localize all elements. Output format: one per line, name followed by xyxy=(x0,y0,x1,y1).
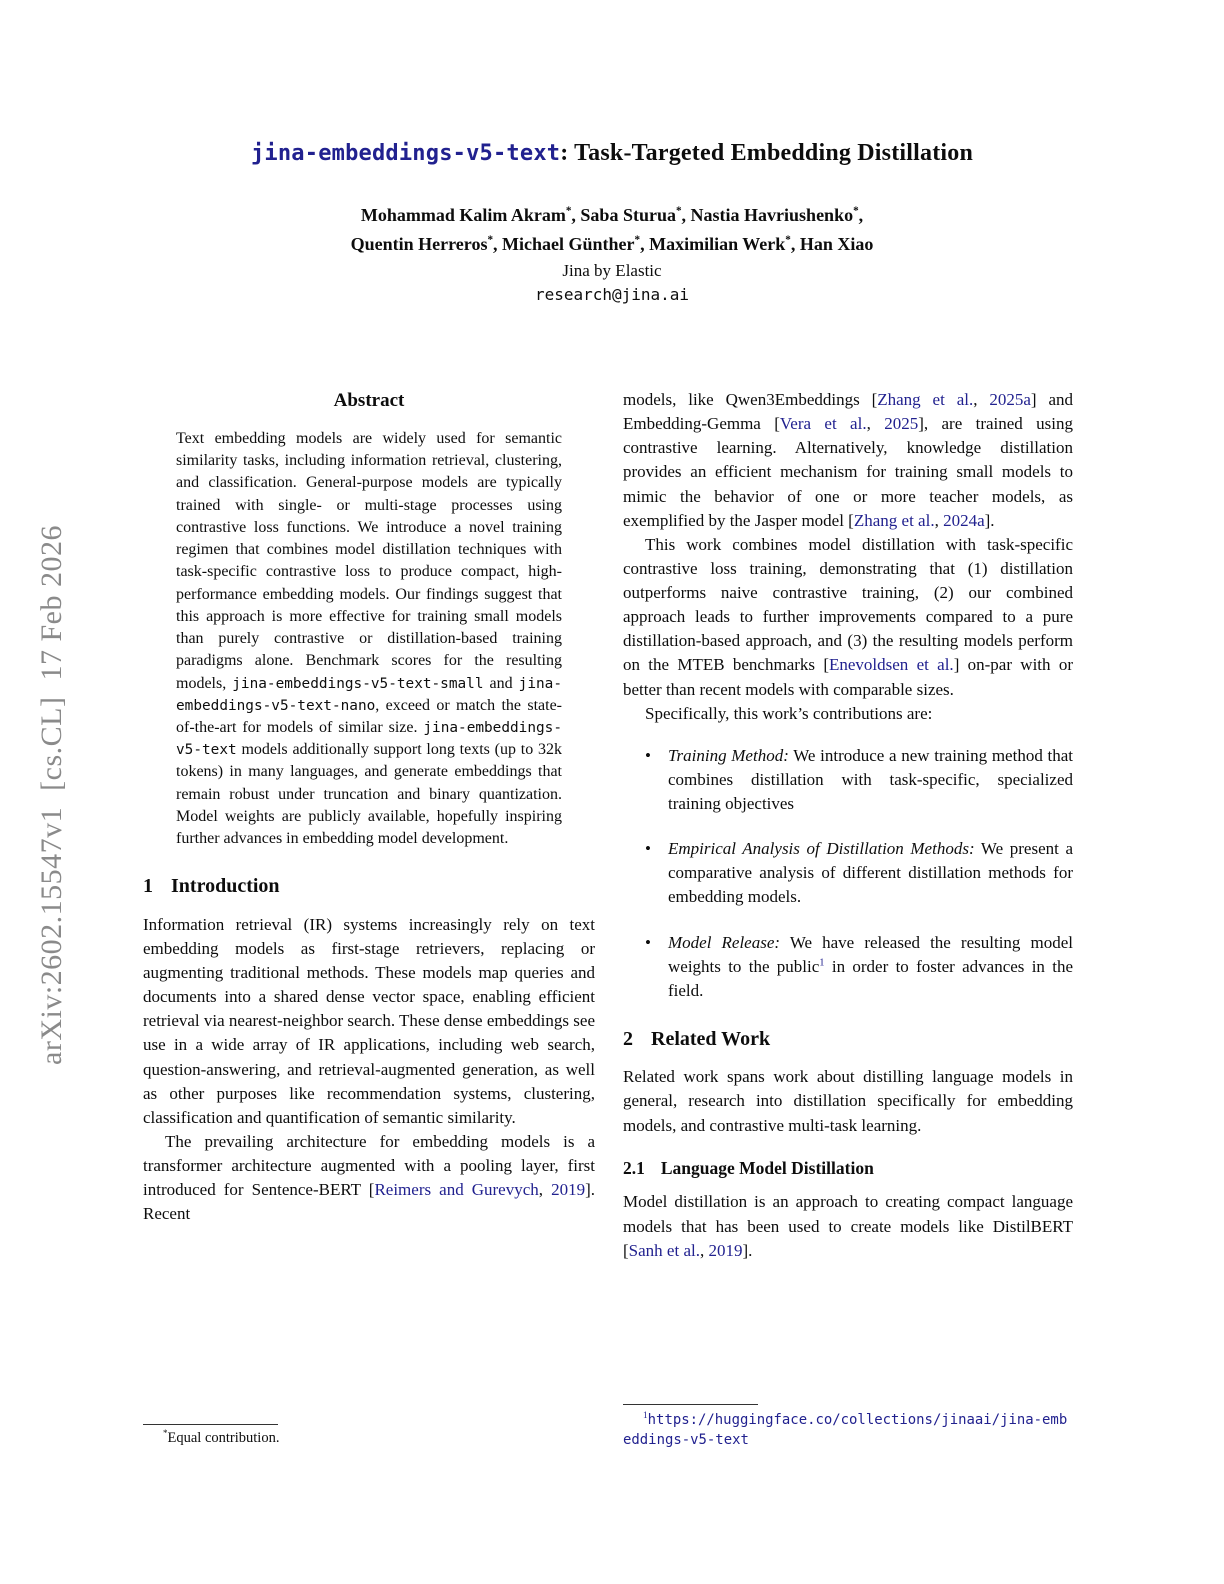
inline-code: jina-embeddings-v5-text-nano xyxy=(176,675,562,714)
text-segment: , Maximilian Werk xyxy=(640,233,786,254)
text-segment: , xyxy=(934,510,944,530)
citation-link[interactable]: Sanh et al. xyxy=(628,1240,700,1260)
list-item-model-release xyxy=(623,931,1073,1003)
footnote-equal-contribution xyxy=(143,1424,595,1447)
authors-line-2 xyxy=(96,230,1128,259)
authors-block xyxy=(96,201,1128,259)
section-heading-introduction xyxy=(143,872,595,900)
list-item-text xyxy=(668,933,1073,1000)
text-segment: , exceed or match the state-of-the-art for models of similar size. xyxy=(176,696,562,737)
rightcol-paragraph-2 xyxy=(623,533,1073,702)
citation-link[interactable]: Vera et al. xyxy=(779,414,867,434)
text-segment: Equal contribution. xyxy=(167,1430,280,1446)
text-segment: ]. xyxy=(984,510,995,530)
arxiv-sidebar xyxy=(26,450,78,1140)
citation-link[interactable]: 2025a xyxy=(989,390,1031,409)
authors-line-1 xyxy=(96,201,1128,230)
bullet-icon: • xyxy=(645,745,651,765)
citation-link[interactable]: Zhang et al. xyxy=(877,390,974,409)
text-segment: We have released the resulting model weights to the public xyxy=(668,932,1074,976)
citation-link[interactable]: 2019 xyxy=(708,1240,743,1260)
abstract-paragraph xyxy=(143,428,595,850)
abstract-heading: Abstract xyxy=(333,390,405,411)
footnote-ref-link[interactable]: 1 xyxy=(819,956,825,968)
related-work-paragraph: Related work spans work about distilling language models in general, research into distillation specifically for embedding models, and contrastive multi-task learning. xyxy=(623,1067,1073,1135)
intro-paragraph-1: Information retrieval (IR) systems increasingly rely on text embedding models as first-stage retrievers, replacing or augmenting traditional methods. These models map queries and documents into a shared dense vector space, enabling efficient retrieval via nearest-neighbor search. These dense embeddings see use in a wide array of IR applications, including web search, question-answering, and retrieval-augmented generation, as well as other purposes like recommendation systems, clustering, classification and quantification of semantic similarity. xyxy=(143,914,595,1127)
contributions-lead-in: Specifically, this work’s contributions are: xyxy=(645,703,933,723)
text-segment: , Nastia Havriushenko xyxy=(681,205,854,225)
text-segment: , Han Xiao xyxy=(790,233,874,254)
contributions-list xyxy=(623,744,1073,1003)
subsection-number: 2.1 xyxy=(623,1157,645,1178)
footnote-text xyxy=(143,1430,595,1447)
emphasis-text: Empirical Analysis of Distillation Methods: xyxy=(668,839,975,859)
text-segment: We introduce a new training method that combines distillation with task-specific, specialized training objectives xyxy=(668,745,1073,813)
superscript-marker: * xyxy=(785,233,791,246)
citation-link[interactable]: 2024a xyxy=(943,510,985,530)
contact-email[interactable]: research@jina.ai xyxy=(534,284,690,304)
inline-code: jina-embeddings-v5-text-small xyxy=(232,675,484,692)
bullet-icon: • xyxy=(645,932,651,952)
superscript-marker: * xyxy=(675,205,682,217)
text-segment: Mohammad Kalim Akram xyxy=(360,205,566,225)
list-item-text xyxy=(668,839,1073,906)
text-segment: Text embedding models are widely used for semantic similarity tasks, including information retrieval, clustering, and classification. General-purpose models are typically trained with single- or multi-stage processes using contrastive loss functions. We introduce a novel training regimen that combines model distillation techniques with task-specific contrastive loss to produce compact, high-performance embedding models. Our findings suggest that this approach is more effective for training small models than purely contrastive or distillation-based training paradigms alone. Benchmark scores for the resulting models, xyxy=(176,429,562,692)
rightcol-paragraph-1 xyxy=(623,388,1073,533)
intro-paragraph-2 xyxy=(143,1130,595,1227)
text-segment: , Michael Günther xyxy=(493,233,635,254)
bullet-icon: • xyxy=(645,839,651,859)
text-segment: , xyxy=(699,1240,709,1260)
citation-link[interactable]: Enevoldsen et al. xyxy=(828,655,954,675)
text-segment: in order to foster advances in the field. xyxy=(668,956,1074,1000)
footnote-divider xyxy=(623,1404,758,1405)
text-segment: ] and Embedding-Gemma [ xyxy=(623,390,1074,434)
text-segment: and xyxy=(483,674,519,692)
emphasis-text: Training Method: xyxy=(668,745,789,765)
footnote-url-link[interactable]: https://huggingface.co/collections/jinaai/jina-embeddings-v5-text xyxy=(623,1412,1068,1449)
text-segment: models additionally support long texts (up to 32k tokens) in many languages, and generate embeddings that remain robust under truncation and binary quantization. Model weights are publicly available, hopefully inspiring further advances in embedding model development. xyxy=(176,741,562,848)
text-segment: This work combines model distillation with task-specific contrastive loss training, demonstrating that (1) distillation outperforms naive contrastive training, (2) our combined approach leads to further improvements compared to a pure distillation-based approach, and (3) the resulting models perform on the MTEB benchmarks [ xyxy=(623,534,1073,675)
citation-link[interactable]: Zhang et al. xyxy=(853,510,935,530)
list-item-empirical-analysis xyxy=(623,837,1073,909)
left-column xyxy=(143,388,595,1226)
emphasis-text: Model Release: xyxy=(668,932,781,952)
text-segment: , xyxy=(858,205,864,225)
text-segment: ] on-par with or better than recent models with comparable sizes. xyxy=(623,655,1073,699)
section-title: Related Work xyxy=(651,1027,771,1050)
section-heading-related-work xyxy=(623,1025,1073,1053)
list-item-training-method xyxy=(623,744,1073,816)
lm-distillation-paragraph xyxy=(623,1190,1073,1262)
footnote-model-url xyxy=(623,1404,1075,1451)
text-segment: , xyxy=(866,414,885,434)
section-number: 1 xyxy=(143,875,153,898)
text-segment: , xyxy=(973,390,990,409)
text-segment: ]. Recent xyxy=(143,1180,595,1224)
subsection-title: Language Model Distillation xyxy=(660,1157,874,1178)
citation-link[interactable]: Reimers and Gurevych xyxy=(374,1180,539,1200)
text-segment: We present a comparative analysis of different distillation methods for embedding models. xyxy=(668,839,1073,907)
text-segment: ]. xyxy=(742,1240,753,1260)
footnote-divider xyxy=(143,1424,278,1425)
superscript-marker: * xyxy=(163,1428,168,1439)
title-rest-span: : Task-Targeted Embedding Distillation xyxy=(560,140,974,166)
superscript-marker: * xyxy=(565,205,572,217)
footnote-text xyxy=(623,1410,1075,1451)
list-item-text xyxy=(668,746,1073,813)
inline-code: jina-embeddings-v5-text xyxy=(176,720,562,759)
text-segment: models, like Qwen3Embeddings [ xyxy=(623,390,878,409)
text-segment: , Saba Sturua xyxy=(571,205,676,225)
arxiv-identifier: arXiv:2602.15547v1 [cs.CL] 17 Feb 2026 xyxy=(35,525,68,1065)
footnote-ref-link[interactable]: 1 xyxy=(643,1411,648,1421)
text-segment: Model distillation is an approach to creating compact language models that has been used to create models like DistilBERT [ xyxy=(623,1192,1073,1260)
paper-header xyxy=(96,140,1128,304)
citation-link[interactable]: 2025 xyxy=(884,414,919,434)
section-title: Introduction xyxy=(171,875,280,898)
superscript-marker: * xyxy=(634,233,641,246)
right-column xyxy=(623,388,1073,1263)
text-segment: Quentin Herreros xyxy=(350,233,488,254)
subsection-heading-lm-distillation xyxy=(623,1156,1073,1181)
citation-link[interactable]: 2019 xyxy=(551,1180,586,1200)
affiliation: Jina by Elastic xyxy=(562,260,662,280)
title-code-span: jina-embeddings-v5-text xyxy=(250,141,561,166)
superscript-marker: * xyxy=(853,205,859,217)
superscript-marker: * xyxy=(487,233,494,246)
text-segment: The prevailing architecture for embedding models is a transformer architecture augmented with a pooling layer, first introduced for Sentence-BERT [ xyxy=(143,1131,595,1200)
section-number: 2 xyxy=(623,1027,633,1050)
text-segment: ], are trained using contrastive learning. Alternatively, knowledge distillation provides an efficient mechanism for training small models to mimic the behavior of one or more teacher models, as exemplified by the Jasper model [ xyxy=(623,414,1074,530)
text-segment: , xyxy=(538,1180,552,1200)
page-title xyxy=(96,140,1128,167)
